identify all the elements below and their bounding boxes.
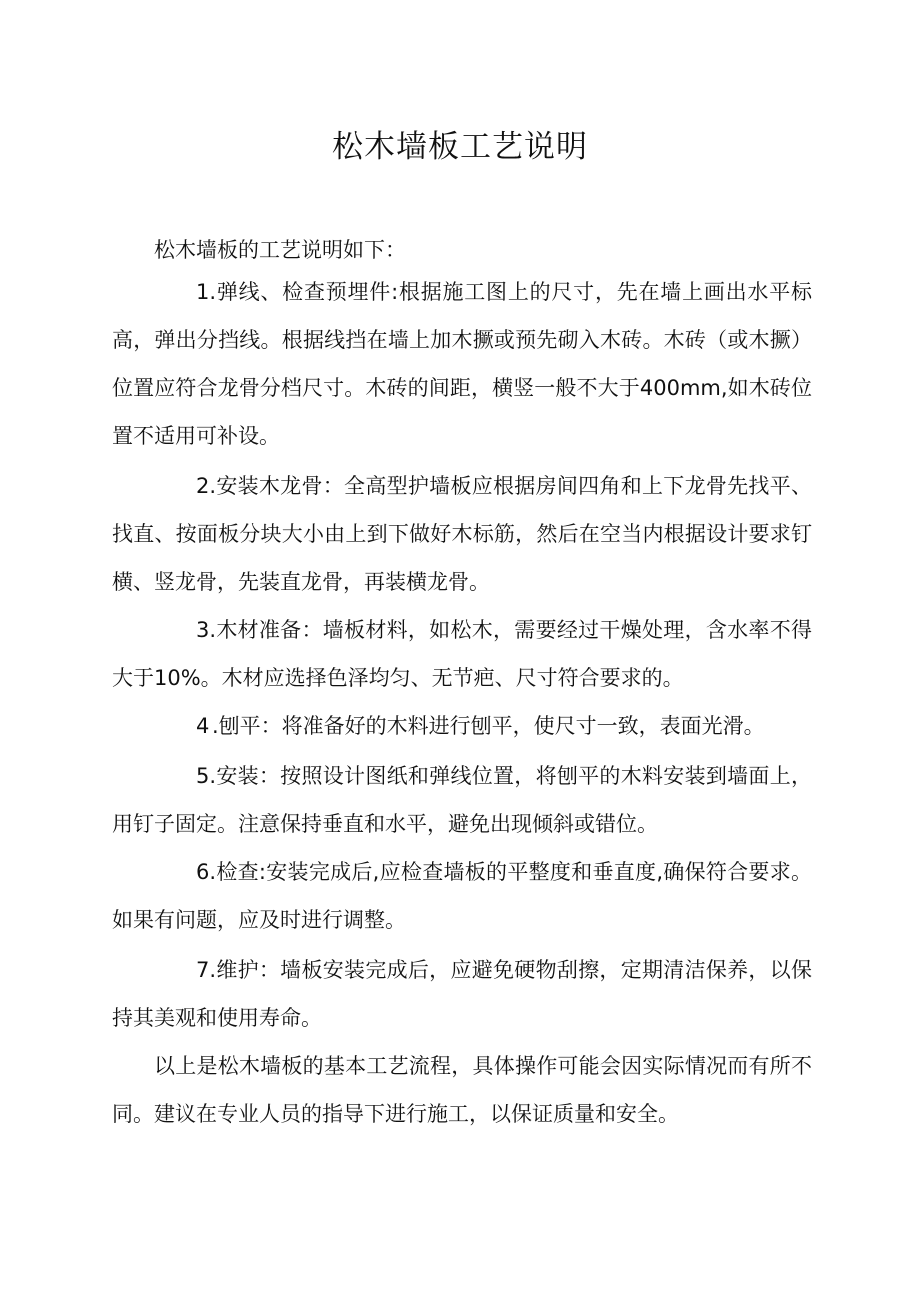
step-4-paragraph	[112, 702, 812, 750]
step-7-text: .维护：墙板安装完成后，应避免硬物刮擦，定期清洁保养，以保持其美观和使用寿命。	[112, 958, 812, 1030]
step-3-paragraph	[112, 606, 812, 702]
step-7-number: 7	[196, 958, 210, 982]
conclusion-paragraph: 以上是松木墙板的基本工艺流程，具体操作可能会因实际情况而有所不同。建议在专业人员的指导下进行施工，以保证质量和安全。	[112, 1054, 812, 1126]
step-2-number: 2	[196, 474, 210, 498]
step-7-paragraph	[112, 946, 812, 1042]
step-1-text: .弹线、检查预埋件:根据施工图上的尺寸，先在墙上画出水平标高，弹出分挡线。根据线挡在墙上加木撅或预先砌入木砖。木砖（或木撅）位置应符合龙骨分档尺寸。木砖的间距，横竖一般不大于400mm,如木砖位置不适用可补设。	[112, 280, 812, 448]
step-5-number: 5	[196, 764, 210, 788]
step-5-text: .安装：按照设计图纸和弹线位置，将刨平的木料安装到墙面上，用钉子固定。注意保持垂直和水平，避免出现倾斜或错位。	[112, 764, 812, 836]
step-6-paragraph	[112, 848, 812, 944]
step-1-number: 1	[196, 280, 210, 304]
document-title: 松木墙板工艺说明	[332, 129, 588, 165]
step-3-number: 3	[196, 618, 210, 642]
step-2-paragraph	[112, 462, 812, 606]
step-5-paragraph	[112, 752, 812, 848]
step-1-paragraph	[112, 268, 812, 460]
step-4-text: .刨平：将准备好的木料进行刨平，使尺寸一致，表面光滑。	[212, 714, 765, 738]
step-6-text: .检查:安装完成后,应检查墙板的平整度和垂直度,确保符合要求。如果有问题，应及时进行调整。	[112, 860, 812, 932]
step-2-text: .安装木龙骨：全高型护墙板应根据房间四角和上下龙骨先找平、找直、按面板分块大小由上到下做好木标筋，然后在空当内根据设计要求钉横、竖龙骨，先装直龙骨，再装横龙骨。	[112, 474, 812, 594]
step-3-text: .木材准备：墙板材料，如松木，需要经过干燥处理，含水率不得大于10%。木材应选择色泽均匀、无节疤、尺寸符合要求的。	[112, 618, 812, 690]
intro-paragraph: 松木墙板的工艺说明如下：	[154, 238, 406, 262]
step-4-number: 4	[196, 714, 210, 738]
step-6-number: 6	[196, 860, 210, 884]
